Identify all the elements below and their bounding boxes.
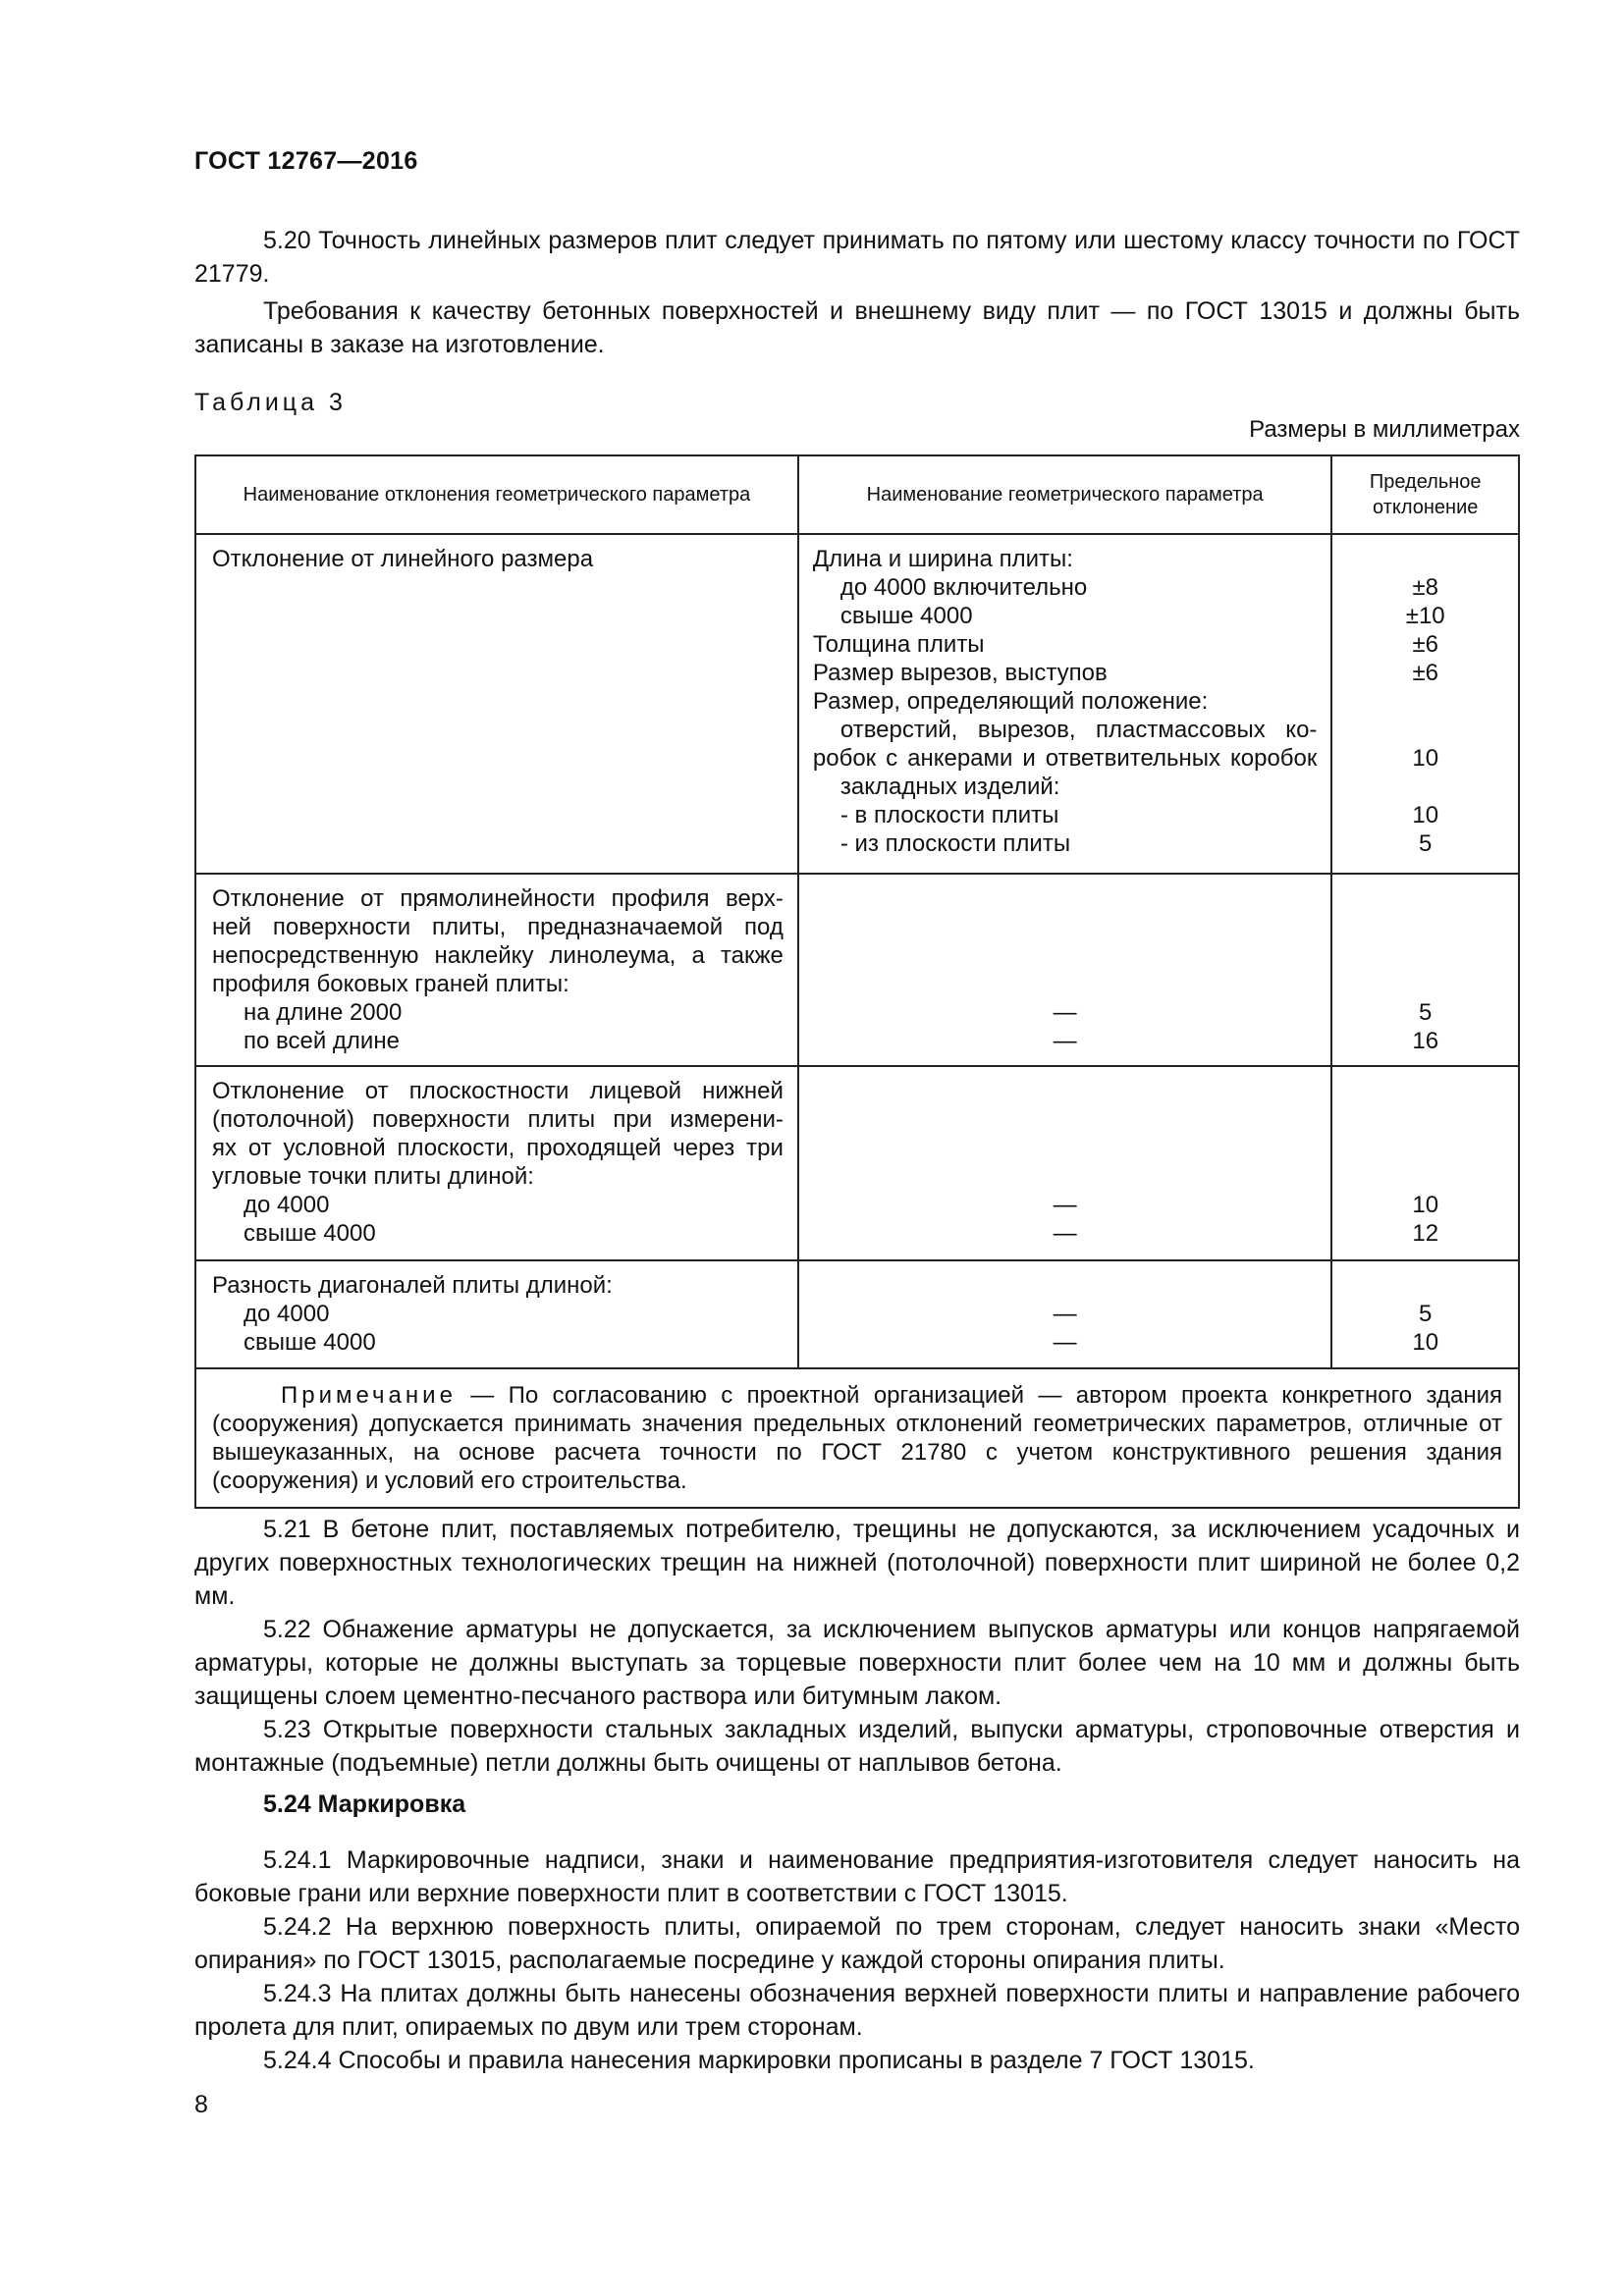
cell-line: отверстий, вырезов, пластмассовых ко-: [839, 717, 1318, 743]
parameter-cell: [798, 534, 1332, 874]
cell-line: [1332, 884, 1518, 913]
limit-value-cell: [1331, 1066, 1519, 1260]
cell-line: [1332, 1162, 1518, 1191]
table-units: Размеры в миллиметрах: [1249, 416, 1520, 443]
header-limit-deviation: Предельное отклонение: [1331, 455, 1519, 534]
page-number: 8: [194, 2091, 208, 2118]
cell-line: ях от условной плоскости, проходящей через три: [212, 1135, 784, 1161]
cell-line: [813, 884, 1318, 913]
header-parameter-name: Наименование геометрического параметра: [798, 455, 1332, 534]
cell-line: [1332, 773, 1518, 801]
parameter-cell: [798, 1260, 1332, 1368]
cell-line: непосредственную наклейку линолеума, а также: [212, 942, 784, 969]
cell-line: до 4000: [244, 1192, 330, 1218]
table-note: [195, 1368, 1519, 1508]
cell-line: [1332, 716, 1518, 744]
cell-line: ±8: [1412, 574, 1438, 601]
cell-line: Отклонение от прямолинейности профиля верх-: [212, 885, 784, 912]
cell-line: 16: [1412, 1028, 1439, 1054]
cell-line: закладных изделий:: [839, 774, 1060, 800]
cell-line: 5: [1419, 830, 1433, 857]
cell-line: (потолочной) поверхности плиты при измерени-: [212, 1106, 784, 1133]
cell-line: до 4000: [244, 1301, 330, 1327]
cell-line: [813, 970, 1318, 998]
cell-line: [813, 1162, 1318, 1191]
table-note-row: [195, 1368, 1519, 1508]
cell-line: [1332, 1105, 1518, 1134]
note-indent: [212, 1382, 281, 1409]
cell-line: [1332, 687, 1518, 716]
cell-line: Длина и ширина плиты:: [812, 546, 1073, 572]
note-text: — По согласованию с проектной организацией — автором проекта конкретного здания (сооружения) допускается принимать значения предельных отклонений геометрических параметров, отличные от вышеуказанных, на основе расчета точности по ГОСТ 21780 с учетом конструктивного решения здания (сооружения) и условий его строительства.: [212, 1382, 1502, 1494]
cell-line: —: [1053, 1028, 1077, 1054]
paragraph-5-24-4: 5.24.4 Способы и правила нанесения маркировки прописаны в разделе 7 ГОСТ 13015.: [263, 2047, 1255, 2074]
limit-value-cell: [1331, 874, 1519, 1066]
cell-line: 5: [1419, 999, 1433, 1026]
cell-line: 10: [1412, 745, 1439, 772]
table-caption: Таблица 3: [194, 389, 347, 416]
requirements-section: [194, 1513, 1520, 1780]
cell-line: свыше 4000: [244, 1220, 376, 1247]
deviation-name-cell: [195, 1260, 798, 1368]
cell-line: по всей длине: [244, 1028, 400, 1054]
intro-section: [194, 224, 1520, 361]
cell-line: 10: [1412, 802, 1439, 828]
paragraph-5-22: 5.22 Обнажение арматуры не допускается, за исключением выпусков арматуры или концов напрягаемой арматуры, которые не должны выступать за торцевые поверхности плит более чем на 10 мм и должны быть защищены слоем цементно-песчаного раствора или битумным лаком.: [194, 1616, 1520, 1710]
cell-line: ней поверхности плиты, предназначаемой под: [212, 914, 784, 940]
marking-section: [194, 1843, 1520, 2077]
cell-line: 12: [1412, 1220, 1439, 1247]
cell-line: [813, 913, 1318, 941]
paragraph-5-24-1: 5.24.1 Маркировочные надписи, знаки и наименование предприятия-изготовителя следует наносить на боковые грани или верхние поверхности плит в соответствии с ГОСТ 13015.: [194, 1846, 1520, 1907]
section-heading-5-24: 5.24 Маркировка: [263, 1790, 466, 1818]
cell-line: [1332, 941, 1518, 970]
cell-line: [1332, 970, 1518, 998]
deviation-name-cell: [195, 534, 798, 874]
cell-line: —: [1053, 1301, 1077, 1327]
paragraph-5-20: 5.20 Точность линейных размеров плит следует принимать по пятому или шестому классу точности по ГОСТ 21779.: [194, 227, 1520, 288]
cell-line: [813, 1271, 1318, 1300]
paragraph-5-24-3: 5.24.3 На плитах должны быть нанесены обозначения верхней поверхности плиты и направление рабочего пролета для плит, опираемых по двум или трем сторонам.: [194, 1980, 1520, 2041]
cell-line: [1332, 1134, 1518, 1162]
deviation-name-cell: [195, 1066, 798, 1260]
parameter-cell: [798, 1066, 1332, 1260]
cell-line: Размер вырезов, выступов: [812, 660, 1108, 686]
cell-line: [813, 941, 1318, 970]
cell-line: Размер, определяющий положение:: [812, 688, 1209, 715]
cell-line: - из плоскости плиты: [839, 830, 1071, 857]
cell-line: свыше 4000: [839, 603, 973, 629]
cell-line: робок с анкерами и ответвительных коробок: [812, 745, 1318, 772]
cell-line: профиля боковых граней плиты:: [212, 971, 569, 997]
cell-line: —: [1053, 999, 1077, 1026]
paragraph-quality: Требования к качеству бетонных поверхностей и внешнему виду плит — по ГОСТ 13015 и должны быть записаны в заказе на изготовление.: [194, 297, 1520, 358]
cell-line: до 4000 включительно: [839, 574, 1088, 601]
table-row: [195, 1260, 1519, 1368]
cell-line: ±6: [1412, 631, 1438, 658]
cell-line: Разность диагоналей плиты длиной:: [212, 1272, 613, 1299]
cell-line: Отклонение от плоскостности лицевой нижней: [212, 1078, 784, 1104]
note-label: Примечание: [281, 1382, 457, 1409]
limit-value-cell: [1331, 534, 1519, 874]
cell-line: ±6: [1412, 660, 1438, 686]
cell-line: Отклонение от линейного размера: [212, 546, 594, 572]
cell-line: 10: [1412, 1192, 1439, 1218]
cell-line: ±10: [1405, 603, 1445, 629]
cell-line: —: [1053, 1192, 1077, 1218]
limit-value-cell: [1331, 1260, 1519, 1368]
table-row: [195, 1066, 1519, 1260]
cell-line: - в плоскости плиты: [839, 802, 1059, 828]
deviation-table: [194, 454, 1520, 1509]
deviation-name-cell: [195, 874, 798, 1066]
cell-line: угловые точки плиты длиной:: [212, 1163, 534, 1190]
cell-line: [813, 1077, 1318, 1105]
table-row: [195, 534, 1519, 874]
parameter-cell: [798, 874, 1332, 1066]
cell-line: —: [1053, 1329, 1077, 1356]
paragraph-5-24-2: 5.24.2 На верхнюю поверхность плиты, опираемой по трем сторонам, следует наносить знаки «Место опирания» по ГОСТ 13015, располагаемые посредине у каждой стороны опирания плиты.: [194, 1913, 1520, 1974]
header-deviation-name: Наименование отклонения геометрического параметра: [195, 455, 798, 534]
cell-line: [1332, 545, 1518, 573]
cell-line: [1332, 913, 1518, 941]
cell-line: [813, 1134, 1318, 1162]
cell-line: свыше 4000: [244, 1329, 376, 1356]
paragraph-5-23: 5.23 Открытые поверхности стальных закладных изделий, выпуски арматуры, строповочные отверстия и монтажные (подъемные) петли должны быть очищены от наплывов бетона.: [194, 1716, 1520, 1777]
cell-line: 10: [1412, 1329, 1439, 1356]
cell-line: [813, 1105, 1318, 1134]
cell-line: [1332, 1077, 1518, 1105]
cell-line: [1332, 1271, 1518, 1300]
document-header: ГОСТ 12767—2016: [194, 147, 418, 175]
cell-line: —: [1053, 1220, 1077, 1247]
cell-line: Толщина плиты: [812, 631, 985, 658]
table-row: [195, 874, 1519, 1066]
paragraph-5-21: 5.21 В бетоне плит, поставляемых потребителю, трещины не допускаются, за исключением усадочных и других поверхностных технологических трещин на нижней (потолочной) поверхности плит шириной не более 0,2 мм.: [194, 1516, 1520, 1610]
cell-line: 5: [1419, 1301, 1433, 1327]
table-header-row: [195, 455, 1519, 534]
cell-line: на длине 2000: [244, 999, 403, 1026]
